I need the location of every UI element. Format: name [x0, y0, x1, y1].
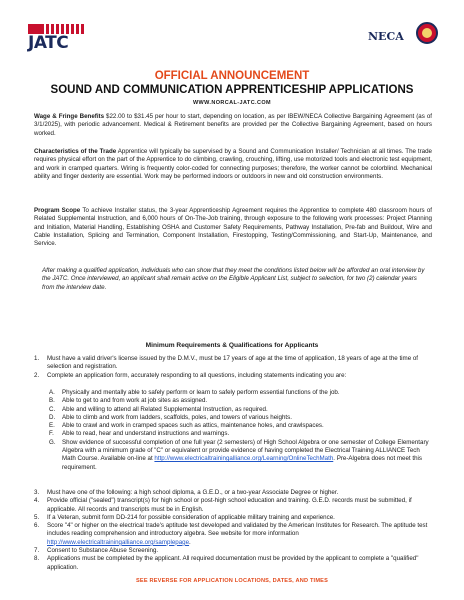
trade-text: Apprentice will typically be supervised by a Sound and Communication Installer/ Technician at all times. The trade requires physical effort on the part of the Apprentice to do climbing, crawling, crouching, lifting, use motorized tools and electronic test equipment, and work in cramped quarters. Wiring is frequently color-coded for connecting purposes; therefore, the worker cannot be colorblind. Mechanical ability and finger dexterity are essential. Work may be performed indoors or outdoors in new and old construction environments.	[34, 148, 433, 180]
trade-label: Characteristics of the Trade	[34, 148, 117, 155]
list-item: 7. Consent to Substance Abuse Screening.	[34, 547, 159, 555]
list-item: 2. Complete an application form, accurately responding to all questions, including statements indicating you are:	[34, 371, 347, 379]
jatc-logo-text: JATC	[28, 33, 69, 53]
requirements-list-top	[34, 355, 432, 380]
wage-label: Wage & Fringe Benefits	[34, 113, 105, 120]
sub-item: C. Able and willing to attend all Related Supplemental Instruction, as required.	[49, 405, 268, 413]
trade-section	[34, 148, 432, 181]
website-url: WWW.NORCAL-JATC.COM	[192, 100, 272, 106]
list-item: 8. Applications must be completed by the applicant. All required documentation must be provided by the applicant to complete a "qualified" application.	[34, 555, 419, 571]
sub-item: B. Able to get to and from work at job sites as assigned.	[49, 397, 208, 405]
scope-section	[34, 207, 432, 248]
list-item: 4. Provide official ("sealed") transcript(s) for high school or post-high school education and training. G.E.D. records must be submitted, if applicable. All records and transcripts must be in English.	[34, 497, 412, 513]
sub-item: A. Physically and mentally able to safely perform or learn to safely perform essential functions of the job.	[49, 389, 340, 396]
scope-label: Program Scope	[34, 207, 81, 214]
sub-item: F. Able to read, hear and understand instructions and warnings.	[49, 430, 230, 438]
sub-item: D. Able to climb and work from ladders, scaffolds, poles, and towers of various heights.	[49, 413, 292, 421]
scope-text: To achieve Installer status, the 3-year Apprenticeship Agreement requires the Apprentice to complete 480 classroom hours of Related Supplemental Instruction, and 6,000 hours of On-The-Job training, through exposure to the following work processes: Project Planning and Initiation, Material Handling, Establishing OSHA and Customer Safety Requirements, Pathway Installation, Pre-fab and Buildout, Wire and Cable Installation, Splicing and Termination, Component Installation, Firestopping, Testing/Commissioning, and Start-Up, Maintenance, and Service.	[34, 207, 433, 248]
jatc-logo	[28, 24, 88, 53]
list-item: 1. Must have a valid driver's license issued by the D.M.V., must be 17 years of age at the time of application, 18 years of age at the time of selection and registration.	[34, 355, 419, 371]
official-announcement: OFFICIAL ANNOUNCEMENT	[154, 70, 310, 82]
tech-math-link[interactable]: http://www.electricaltrainingalliance.org/Learning/OnlineTechMath	[154, 455, 334, 463]
list-item: 6. Score "4" or higher on the electrical trade's aptitude test developed and validated by the American Institutes for Research. The aptitude test includes reading comprehension and introductory algebra. See website for more information http://www.electricaltrainingalliance.org/samplepage.	[34, 522, 428, 546]
sub-item: E. Able to crawl and work in cramped spaces such as attics, maintenance holes, and crawlspaces.	[49, 422, 324, 430]
interview-note: After making a qualified application, individuals who can show that they meet the conditions listed below will be afforded an oral interview by the JATC. Once interviewed, an applicant shall remain active on the Eligible Applicant List, subject to selection, for two (2) calendar years from the interview date.	[42, 267, 425, 291]
ibew-seal-icon	[416, 22, 438, 44]
list-item: 5. If a Veteran, submit form DD-214 for possible consideration of applicable military training and experience.	[34, 513, 335, 521]
wage-section	[34, 113, 432, 138]
list-item: 3. Must have one of the following: a high school diploma, a G.E.D., or a two-year Associate Degree or higher.	[34, 489, 339, 496]
neca-logo: NECA	[368, 30, 404, 43]
requirements-title: Minimum Requirements & Qualifications for Applicants	[145, 342, 319, 349]
page-title: SOUND AND COMMUNICATION APPRENTICESHIP APPLICATIONS	[50, 84, 414, 96]
wage-text: $22.00 to $31.45 per hour to start, depending on location, as per IBEW/NECA Collective Bargaining Agreement (as of 3/1/2025), with periodic advancement. Medical & Retirement benefits are provided per the Collective Bargaining Agreement, based on hours worked.	[34, 113, 432, 137]
footer-note: SEE REVERSE FOR APPLICATION LOCATIONS, DATES, AND TIMES	[135, 578, 329, 584]
sample-page-link[interactable]: http://www.electricaltrainingalliance.org/samplepage	[47, 538, 190, 546]
sub-item: G. Show evidence of successful completion of one full year (2 semesters) of High School Algebra or one semester of College Elementary Algebra with a minimum grade of "C" or equivalent or provide evidence of having completed the Electrical Training ALLIANCE Tech Math Course. Available on-line at http://www.electricaltrainingalliance.org/Learning/OnlineTechMath. Pre-Algebra does not meet this requirement.	[49, 438, 429, 471]
requirements-list-bottom	[34, 489, 432, 572]
requirements-sublist	[49, 389, 432, 472]
